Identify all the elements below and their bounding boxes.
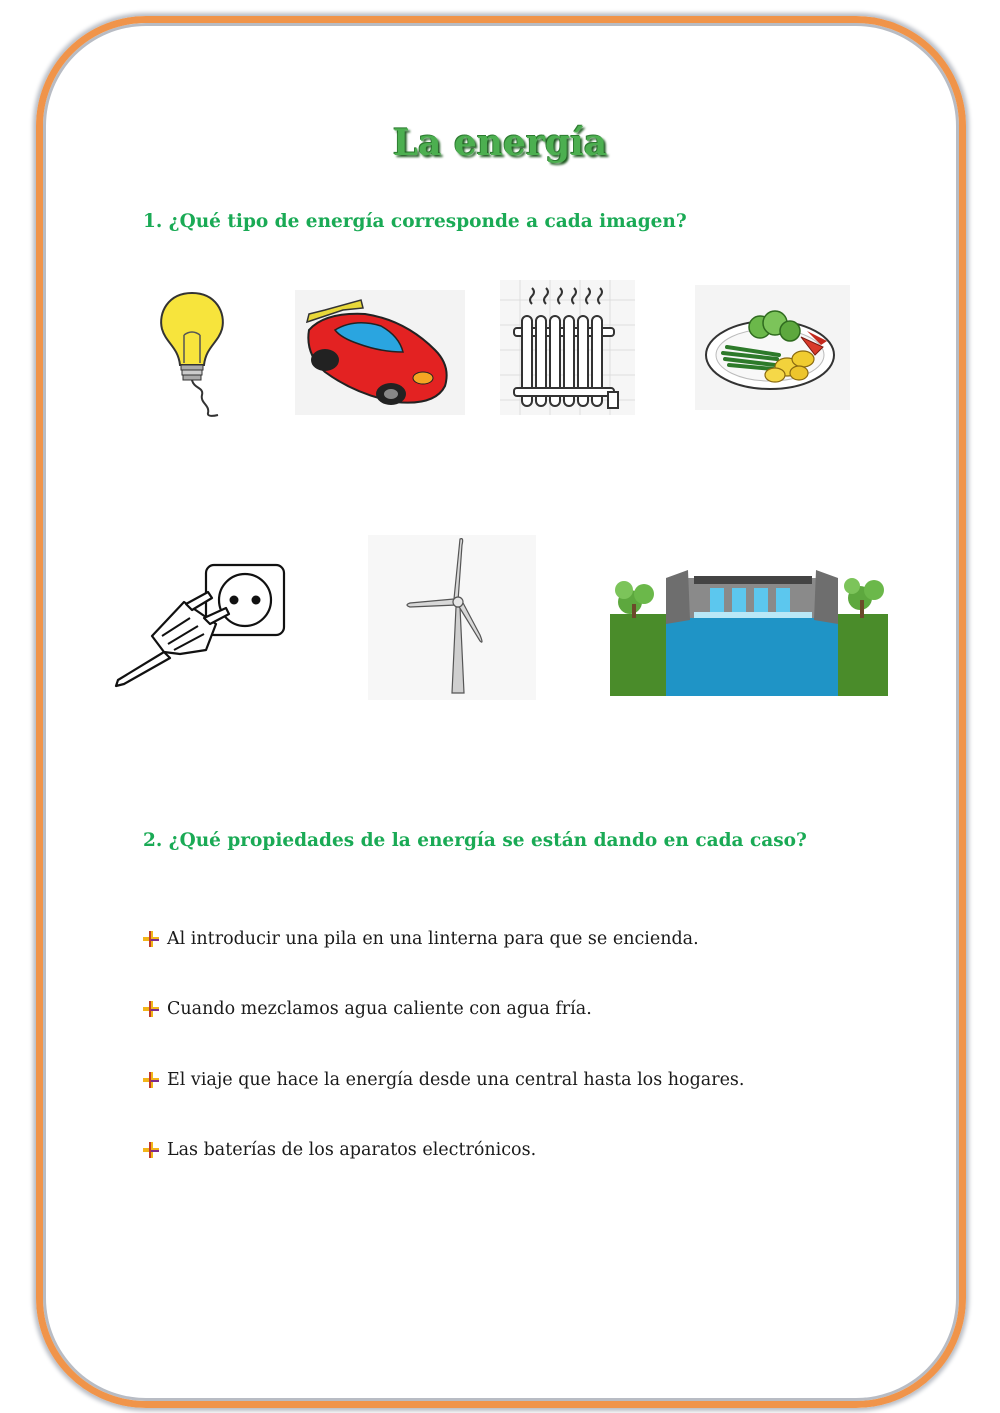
list-item bbox=[142, 1070, 744, 1090]
question-1: 1. ¿Qué tipo de energía corresponde a cada imagen? bbox=[143, 211, 687, 232]
question-2: 2. ¿Qué propiedades de la energía se están dando en cada caso? bbox=[143, 830, 807, 851]
wind-turbine-icon bbox=[368, 535, 536, 700]
arrow-bullet-icon bbox=[142, 930, 160, 948]
race-car-icon bbox=[295, 290, 465, 415]
list-item-text: Cuando mezclamos agua caliente con agua fría. bbox=[167, 999, 592, 1019]
list-item bbox=[142, 999, 592, 1019]
page-title: La energía bbox=[392, 122, 608, 164]
list-item-text: Las baterías de los aparatos electrónicos. bbox=[167, 1140, 537, 1160]
list-item-text: El viaje que hace la energía desde una central hasta los hogares. bbox=[167, 1070, 745, 1090]
arrow-bullet-icon bbox=[142, 1000, 160, 1018]
list-item bbox=[142, 1140, 536, 1160]
electric-plug-icon bbox=[112, 562, 290, 690]
light-bulb-icon bbox=[150, 285, 235, 420]
list-item-text: Al introducir una pila en una linterna para que se encienda. bbox=[167, 929, 699, 949]
list-item bbox=[142, 929, 699, 949]
arrow-bullet-icon bbox=[142, 1141, 160, 1159]
radiator-icon bbox=[500, 280, 635, 415]
arrow-bullet-icon bbox=[142, 1071, 160, 1089]
food-plate-icon bbox=[695, 285, 850, 410]
hydroelectric-dam-icon bbox=[610, 568, 888, 696]
